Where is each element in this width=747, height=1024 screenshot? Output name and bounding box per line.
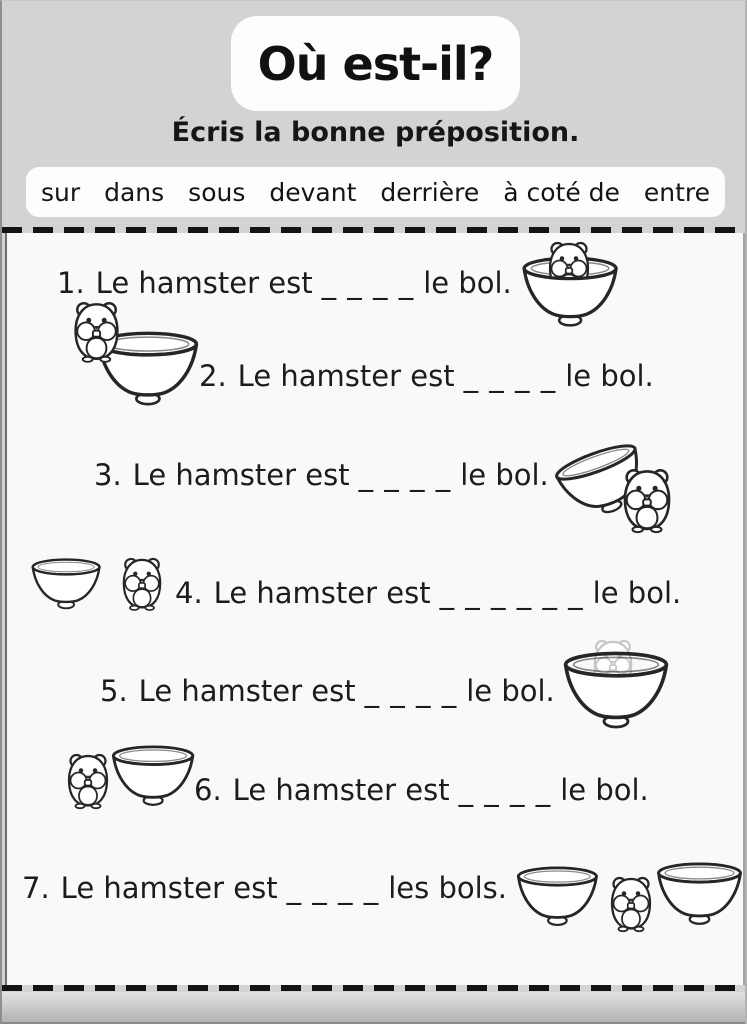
hamster-icon [76, 303, 118, 362]
exercise-sentence-4 [175, 576, 682, 610]
exercise-sentence-6 [194, 773, 649, 807]
scene-hamster-behind-bowl [560, 639, 672, 728]
answer-blank[interactable]: _ _ _ _ [463, 359, 557, 393]
sentence-after: le bol. [466, 674, 555, 708]
instructions: Écris la bonne préposition. [171, 117, 580, 148]
item-number: 7. [22, 871, 50, 905]
cut-line-bottom [2, 985, 747, 991]
scene-hamster-in-front-of-bowl [61, 745, 197, 815]
page-footer [2, 992, 747, 1024]
sentence-before: Le hamster est [237, 359, 455, 393]
scene-hamster-under-bowl [554, 428, 689, 533]
scene-hamster-on-bowl [64, 301, 202, 413]
item-number: 6. [194, 773, 222, 807]
exercise-sentence-5 [100, 674, 555, 708]
answer-blank[interactable]: _ _ _ _ [364, 674, 458, 708]
word-bank-item: sur [40, 177, 81, 207]
hamster-icon [612, 878, 650, 931]
sentence-before: Le hamster est [132, 458, 350, 492]
exercise-sentence-2 [199, 359, 654, 393]
item-number: 3. [94, 458, 122, 492]
item-number: 4. [175, 576, 203, 610]
sentence-after: le bol. [592, 576, 682, 610]
hamster-icon [625, 470, 669, 532]
sentence-before: Le hamster est [138, 674, 356, 708]
sentence-after: le bol. [560, 773, 649, 807]
sentence-before: Le hamster est [232, 773, 450, 807]
word-bank-item: sous [188, 177, 246, 207]
answer-blank[interactable]: _ _ _ _ [321, 266, 415, 300]
word-bank-item: entre [643, 177, 711, 207]
scene-hamster-beside-bowl [29, 553, 167, 615]
page-title: Où est-il? [257, 36, 494, 91]
answer-blank[interactable]: _ _ _ _ _ _ [439, 576, 584, 610]
sentence-before: Le hamster est [95, 266, 313, 300]
sentence-before: Le hamster est [213, 576, 431, 610]
scene-hamster-between-bowls [514, 852, 744, 940]
item-number: 1. [57, 266, 85, 300]
hamster-icon [124, 559, 160, 610]
word-bank-item: à coté de [503, 177, 620, 207]
answer-blank[interactable]: _ _ _ _ [286, 871, 380, 905]
sentence-after: le bol. [423, 266, 512, 300]
sentence-after: les bols. [388, 871, 507, 905]
answer-blank[interactable]: _ _ _ _ [358, 458, 452, 492]
exercise-sentence-1 [57, 266, 512, 300]
answer-blank[interactable]: _ _ _ _ [458, 773, 552, 807]
title-pill [231, 16, 520, 111]
hamster-icon [69, 755, 107, 808]
sentence-before: Le hamster est [60, 871, 278, 905]
exercise-sentence-7 [22, 871, 507, 905]
word-bank-item: derrière [380, 177, 480, 207]
scene-hamster-in-bowl [518, 240, 622, 326]
item-number: 2. [199, 359, 227, 393]
sentence-after: le bol. [565, 359, 654, 393]
word-bank-item: devant [269, 177, 357, 207]
sentence-after: le bol. [460, 458, 549, 492]
item-number: 5. [100, 674, 128, 708]
exercise-sentence-3 [94, 458, 549, 492]
word-bank [26, 167, 725, 217]
word-bank-item: dans [104, 177, 165, 207]
